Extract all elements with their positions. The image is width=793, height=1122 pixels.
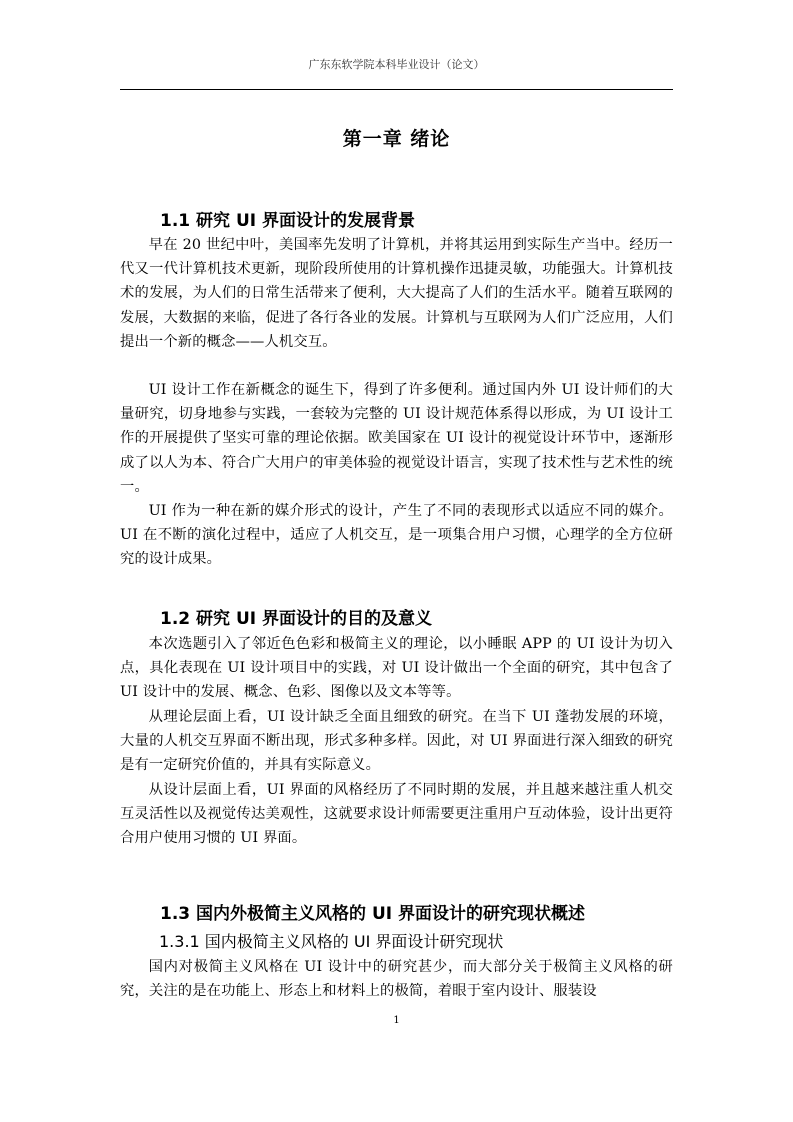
section-heading-1-1: 1.1 研究 UI 界面设计的发展背景 <box>160 211 415 231</box>
section-heading-1-3: 1.3 国内外极简主义风格的 UI 界面设计的研究现状概述 <box>160 904 585 924</box>
page-number: 1 <box>393 1015 400 1026</box>
paragraph: 国内对极简主义风格在 UI 设计中的研究甚少，而大部分关于极简主义风格的研究，关注的是在功能上、形态上和材料上的极简，着眼于室内设计、服装设 <box>120 959 673 1000</box>
paragraph: UI 作为一种在新的媒介形式的设计，产生了不同的表现形式以适应不同的媒介。UI 在不断的演化过程中，适应了人机交互，是一项集合用户习惯，心理学的全方位研究的设计成果。 <box>120 503 673 568</box>
paragraph: 从设计层面上看，UI 界面的风格经历了不同时期的发展，并且越来越注重人机交互灵活性以及视觉传达美观性，这就要求设计师需要更注重用户互动体验，设计出更符合用户使用习惯的 UI 界面。 <box>120 782 673 847</box>
subsection-heading-1-3-1: 1.3.1 国内极简主义风格的 UI 界面设计研究现状 <box>159 932 504 951</box>
paragraph: UI 设计工作在新概念的诞生下，得到了许多便利。通过国内外 UI 设计师们的大量研究，切身地参与实践，一套较为完整的 UI 设计规范体系得以形成，为 UI 设计工作的开展提供了坚实可靠的理论依据。欧美国家在 UI 设计的视觉设计环节中，逐渐形成了以人为本、符合广大用户的审美体验的视觉设计语言，实现了技术性与艺术性的统一。 <box>120 382 673 495</box>
header-title: 广东东软学院本科毕业设计（论文） <box>308 58 485 71</box>
section-heading-1-2: 1.2 研究 UI 界面设计的目的及意义 <box>160 609 432 629</box>
paragraph: 从理论层面上看，UI 设计缺乏全面且细致的研究。在当下 UI 蓬勃发展的环境，大量的人机交互界面不断出现，形式多种多样。因此，对 UI 界面进行深入细致的研究是有一定研究价值的，并具有实际意义。 <box>120 709 673 774</box>
paragraph: 本次选题引入了邻近色色彩和极简主义的理论，以小睡眠 APP 的 UI 设计为切入点，具化表现在 UI 设计项目中的实践，对 UI 设计做出一个全面的研究，其中包含了 UI 设计中的发展、概念、色彩、图像以及文本等等。 <box>120 636 673 701</box>
header-divider <box>120 89 673 90</box>
paragraph: 早在 20 世纪中叶，美国率先发明了计算机，并将其运用到实际生产当中。经历一代又一代计算机技术更新，现阶段所使用的计算机操作迅捷灵敏，功能强大。计算机技术的发展，为人们的日常生活带来了便利，大大提高了人们的生活水平。随着互联网的发展，大数据的来临，促进了各行各业的发展。计算机与互联网为人们广泛应用，人们提出一个新的概念——人机交互。 <box>120 237 673 350</box>
chapter-title: 第一章 绪论 <box>342 128 451 150</box>
